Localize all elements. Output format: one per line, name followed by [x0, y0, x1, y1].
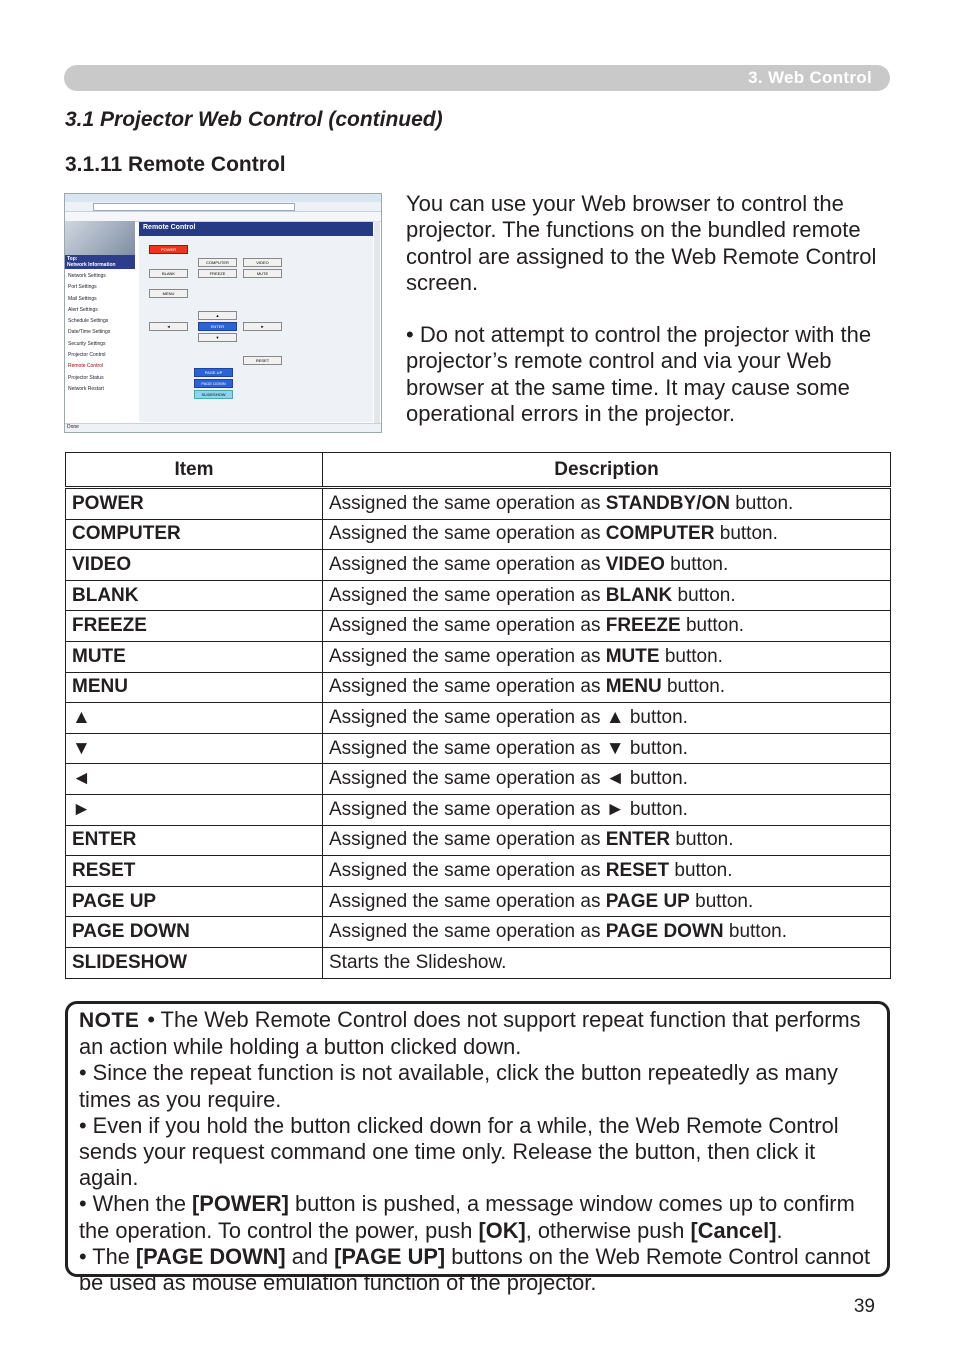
item-cell: COMPUTER: [66, 519, 323, 550]
sidebar-item: Alert Settings: [68, 306, 98, 313]
desc-button-name: ▲: [605, 706, 625, 728]
description-cell: [323, 917, 891, 948]
table-body: [66, 488, 891, 979]
item-cell: MUTE: [66, 641, 323, 672]
shot-freeze-button: FREEZE: [198, 269, 237, 278]
description-cell: [323, 733, 891, 764]
table-row: [66, 856, 891, 887]
desc-prefix: Assigned the same operation as: [329, 859, 601, 881]
desc-prefix: Assigned the same operation as: [329, 676, 601, 698]
url-field: [93, 203, 295, 211]
desc-prefix: Assigned the same operation as: [329, 645, 601, 667]
item-cell: ►: [66, 794, 323, 825]
chapter-title: 3. Web Control: [748, 68, 872, 87]
shot-left-button: ◄: [149, 322, 188, 331]
item-cell: SLIDESHOW: [66, 947, 323, 978]
sidebar-item: Schedule Settings: [68, 318, 109, 325]
sidebar-item: Date/Time Settings: [68, 329, 111, 336]
desc-suffix: button.: [728, 921, 787, 943]
shot-enter-button: ENTER: [198, 322, 237, 331]
desc-prefix: Assigned the same operation as: [329, 829, 601, 851]
desc-suffix: button.: [670, 553, 729, 575]
intro-caution: • Do not attempt to control the projector with the projector’s remote control and via your Web browser at the same time. It may cause some operational errors in the projector.: [406, 322, 872, 427]
table-row: [66, 550, 891, 581]
screenshot-page-heading: Remote Control: [139, 222, 373, 236]
desc-suffix: button.: [629, 706, 688, 728]
shot-right-button: ►: [243, 322, 282, 331]
desc-prefix: Assigned the same operation as: [329, 553, 601, 575]
description-cell: [323, 764, 891, 795]
desc-suffix: button.: [666, 676, 726, 698]
desc-prefix: Assigned the same operation as: [329, 615, 601, 637]
note-text: .: [776, 1217, 783, 1243]
shot-slideshow-button: SLIDESHOW: [194, 390, 233, 399]
desc-suffix: button.: [675, 829, 734, 851]
note-text: , otherwise push: [525, 1217, 691, 1243]
web-remote-control-screenshot: [64, 193, 382, 433]
desc-prefix: Assigned the same operation as: [329, 523, 601, 545]
desc-suffix: button.: [735, 492, 794, 514]
table-row: [66, 488, 891, 520]
table-row: [66, 703, 891, 734]
browser-scrollbar: [374, 221, 380, 423]
shot-reset-button: RESET: [243, 356, 282, 365]
desc-prefix: Assigned the same operation as: [329, 706, 601, 728]
intro-text: [406, 191, 896, 453]
desc-button-name: ENTER: [605, 829, 671, 851]
table-row: [66, 825, 891, 856]
desc-suffix: button.: [695, 890, 754, 912]
desc-suffix: button.: [685, 615, 745, 637]
shot-down-button: ▼: [198, 333, 237, 342]
note-text: button is pushed, a message window comes up to confirm the operation. To control the power, push: [79, 1191, 855, 1243]
shot-page-up-button: PAGE UP: [194, 368, 233, 377]
browser-status-bar: [65, 423, 381, 432]
note-line: • Since the repeat function is not available, click the button repeatedly as many times as you require.: [79, 1060, 838, 1112]
desc-prefix: Assigned the same operation as: [329, 890, 601, 912]
power-key-ref: [POWER]: [192, 1191, 289, 1217]
desc-prefix: Assigned the same operation as: [329, 768, 601, 790]
ok-key-ref: [OK]: [478, 1217, 526, 1243]
shot-blank-button: BLANK: [149, 269, 188, 278]
remote-button-area: [139, 236, 373, 422]
sidebar-item: Remote Control: [68, 363, 104, 370]
desc-button-name: MENU: [605, 676, 662, 698]
shot-computer-button: COMPUTER: [198, 258, 237, 267]
desc-button-name: STANDBY/ON: [605, 492, 730, 514]
desc-button-name: COMPUTER: [605, 523, 715, 545]
description-cell: [323, 794, 891, 825]
nav-current-label: Network Information: [67, 262, 116, 268]
description-cell: [323, 519, 891, 550]
note-box: [65, 1001, 890, 1296]
table-row: [66, 672, 891, 703]
table-row: [66, 886, 891, 917]
table-row: [66, 794, 891, 825]
intro-paragraph: You can use your Web browser to control the projector. The functions on the bundled remote control are assigned to the Web Remote Control screen.: [406, 191, 877, 295]
sidebar-nav-list: [65, 269, 135, 397]
sidebar-nav-current: [65, 255, 135, 269]
section-title: 3.1 Projector Web Control (continued): [65, 108, 443, 131]
item-cell: POWER: [66, 488, 323, 520]
item-cell: ◄: [66, 764, 323, 795]
desc-suffix: button.: [674, 859, 733, 881]
item-cell: VIDEO: [66, 550, 323, 581]
page-up-key-ref: [PAGE UP]: [334, 1243, 446, 1269]
description-cell: Starts the Slideshow.: [323, 947, 891, 978]
item-cell: PAGE DOWN: [66, 917, 323, 948]
note-line: [79, 1244, 876, 1296]
note-line: • Even if you hold the button clicked down for a while, the Web Remote Control sends your request command one time only. Release the button, then click it again.: [79, 1112, 839, 1191]
shot-video-button: VIDEO: [243, 258, 282, 267]
note-text: and: [285, 1243, 335, 1269]
desc-button-name: BLANK: [605, 584, 673, 606]
table-row: [66, 611, 891, 642]
browser-address-bar: [65, 202, 381, 212]
desc-prefix: Assigned the same operation as: [329, 492, 601, 514]
screenshot-main: [139, 222, 373, 422]
desc-button-name: MUTE: [605, 645, 660, 667]
desc-suffix: button.: [629, 798, 688, 820]
shot-mute-button: MUTE: [243, 269, 282, 278]
desc-prefix: Assigned the same operation as: [329, 798, 601, 820]
item-cell: MENU: [66, 672, 323, 703]
page-number: 39: [853, 1296, 875, 1317]
table-row: [66, 519, 891, 550]
item-cell: FREEZE: [66, 611, 323, 642]
description-cell: [323, 611, 891, 642]
desc-suffix: button.: [629, 737, 688, 759]
note-label: NOTE: [79, 1009, 140, 1032]
desc-suffix: button.: [664, 645, 723, 667]
description-column-header: Description: [323, 453, 891, 488]
note-text: buttons on the Web Remote Control cannot be used as mouse emulation function of the projector.: [79, 1243, 871, 1296]
desc-button-name: ◄: [605, 768, 625, 790]
description-cell: [323, 856, 891, 887]
sidebar-item: Projector Control: [68, 352, 106, 359]
table-row: [66, 580, 891, 611]
sidebar-item: Security Settings: [68, 340, 106, 347]
description-cell: [323, 886, 891, 917]
note-line: [79, 1191, 876, 1243]
item-cell: PAGE UP: [66, 886, 323, 917]
table-row: [66, 947, 891, 978]
desc-suffix: button.: [677, 584, 736, 606]
shot-menu-button: MENU: [149, 289, 188, 298]
screenshot-sidebar: [65, 221, 135, 423]
description-cell: [323, 672, 891, 703]
description-cell: [323, 641, 891, 672]
page-down-key-ref: [PAGE DOWN]: [135, 1243, 286, 1269]
desc-suffix: button.: [719, 523, 778, 545]
note-line: [79, 1007, 876, 1060]
desc-prefix: Assigned the same operation as: [329, 737, 601, 759]
nav-top-label: Top:: [67, 256, 78, 262]
item-cell: RESET: [66, 856, 323, 887]
description-cell: [323, 703, 891, 734]
remote-control-table: [65, 452, 891, 979]
cancel-key-ref: [Cancel]: [690, 1217, 777, 1243]
shot-up-button: ▲: [198, 311, 237, 320]
table-row: [66, 641, 891, 672]
desc-prefix: Assigned the same operation as: [329, 921, 601, 943]
item-column-header: Item: [66, 453, 323, 488]
description-cell: [323, 488, 891, 520]
shot-page-down-button: PAGE DOWN: [194, 379, 233, 388]
item-cell: ▲: [66, 703, 323, 734]
desc-button-name: VIDEO: [605, 553, 665, 575]
desc-button-name: PAGE UP: [605, 890, 690, 912]
description-cell: [323, 580, 891, 611]
desc-button-name: RESET: [605, 859, 670, 881]
table-row: [66, 764, 891, 795]
item-cell: ENTER: [66, 825, 323, 856]
description-cell: [323, 825, 891, 856]
desc-button-name: PAGE DOWN: [605, 921, 724, 943]
sidebar-banner: [65, 221, 135, 255]
subsection-title: 3.1.11 Remote Control: [65, 153, 286, 176]
desc-button-name: FREEZE: [605, 615, 681, 637]
desc-button-name: ►: [605, 798, 625, 820]
desc-prefix: Assigned the same operation as: [329, 584, 601, 606]
table-header-row: [66, 453, 891, 488]
item-cell: ▼: [66, 733, 323, 764]
status-text: Done: [67, 424, 79, 430]
sidebar-item: Mail Settings: [68, 295, 97, 302]
sidebar-item: Projector Status: [68, 374, 104, 381]
description-cell: [323, 550, 891, 581]
sidebar-item: Network Restart: [68, 385, 104, 392]
table-row: [66, 733, 891, 764]
table-row: [66, 917, 891, 948]
shot-power-button: POWER: [149, 245, 188, 254]
sidebar-item: Port Settings: [68, 284, 97, 291]
note-text: • When the: [79, 1191, 193, 1217]
note-text: • The Web Remote Control does not support repeat function that performs an action while holding a button clicked down.: [79, 1007, 861, 1060]
sidebar-item: Network Settings: [68, 273, 106, 279]
note-text: • The: [79, 1243, 136, 1269]
desc-button-name: ▼: [605, 737, 625, 759]
item-cell: BLANK: [66, 580, 323, 611]
browser-titlebar: [65, 194, 381, 202]
chapter-header-bar: [64, 65, 890, 91]
desc-suffix: button.: [629, 768, 688, 790]
